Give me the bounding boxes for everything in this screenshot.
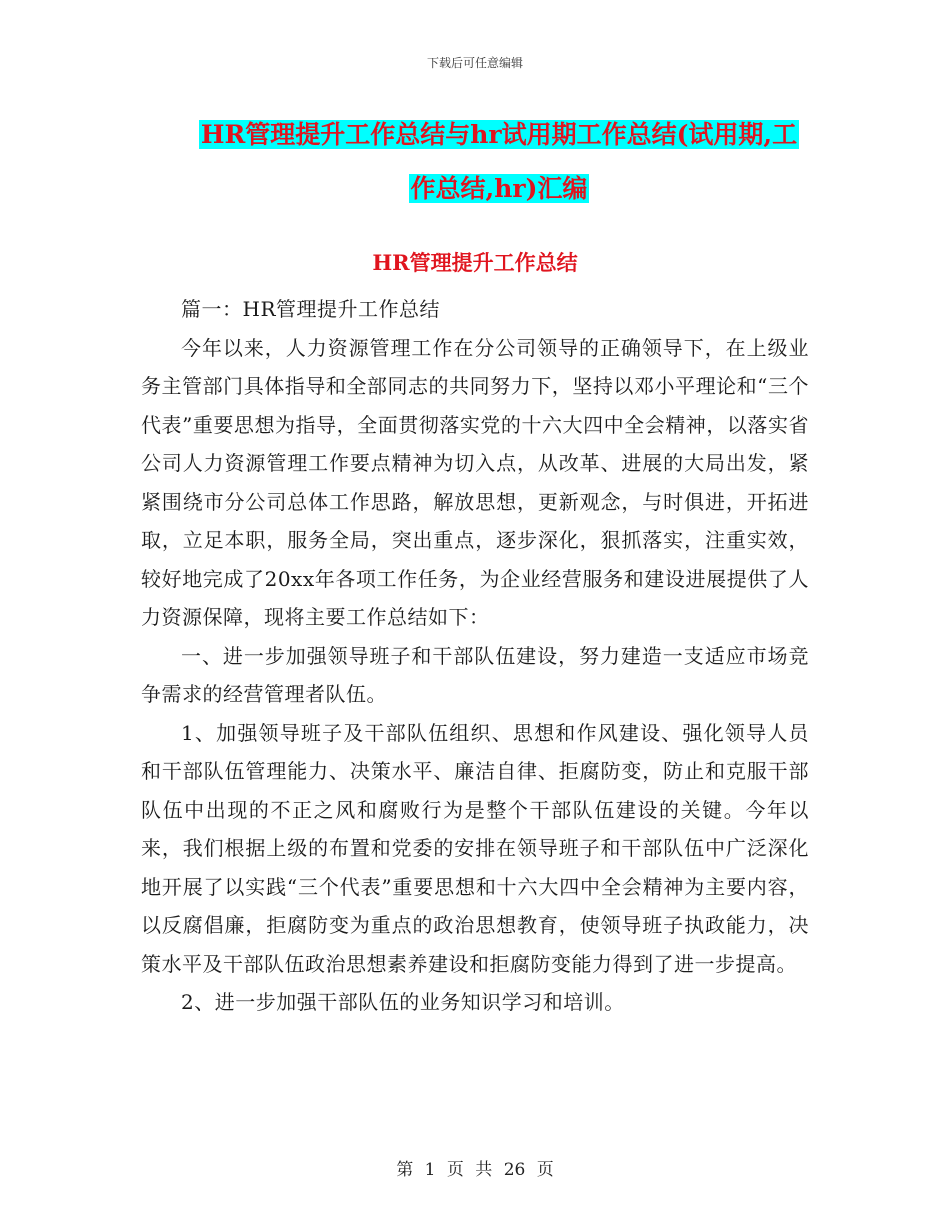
paragraph-subpoint-2: 2、进一步加强干部队伍的业务知识学习和培训。 bbox=[181, 990, 625, 1014]
document-title-line-2: 作总结,hr)汇编 bbox=[410, 174, 588, 203]
section-title: HR管理提升工作总结 bbox=[372, 250, 578, 275]
paragraph-intro: 今年以来，人力资源管理工作在分公司领导的正确领导下，在上级业务主管部门具体指导和全部同志的共同努力下，坚持以邓小平理论和“三个代表”重要思想为指导，全面贯彻落实党的十六大四中全会精神，以落实省公司人力资源管理工作要点精神为切入点，从改革、进展的大局出发，紧紧围绕市分公司总体工作思路，解放思想，更新观念，与时俱进，开拓进取，立足本职，服务全局，突出重点，逐步深化，狠抓落实，注重实效，较好地完成了20xx年各项工作任务，为企业经营服务和建设进展提供了人力资源保障，现将主要工作总结如下： bbox=[141, 335, 809, 629]
page-footer: 第 1 页 共 26 页 bbox=[396, 1160, 554, 1180]
paragraph-chapter-heading: 篇一：HR管理提升工作总结 bbox=[181, 297, 440, 321]
document-body bbox=[141, 290, 809, 1022]
document-title bbox=[186, 108, 812, 216]
document-title-line-1: HR管理提升工作总结与hr试用期工作总结(试用期,工 bbox=[200, 120, 798, 149]
paragraph-subpoint-1: 1、加强领导班子及干部队伍组织、思想和作风建设、强化领导人员和干部队伍管理能力、决策水平、廉洁自律、拒腐防变，防止和克服干部队伍中出现的不正之风和腐败行为是整个干部队伍建设的关键。今年以来，我们根据上级的布置和党委的安排在领导班子和干部队伍中广泛深化地开展了以实践“三个代表”重要思想和十六大四中全会精神为主要内容，以反腐倡廉，拒腐防变为重点的政治思想教育，使领导班子执政能力，决策水平及干部队伍政治思想素养建设和拒腐防变能力得到了进一步提高。 bbox=[141, 720, 809, 976]
paragraph-point-one: 一、进一步加强领导班子和干部队伍建设，努力建造一支适应市场竞争需求的经营管理者队伍。 bbox=[141, 643, 809, 706]
header-note: 下载后可任意编辑 bbox=[426, 56, 523, 70]
